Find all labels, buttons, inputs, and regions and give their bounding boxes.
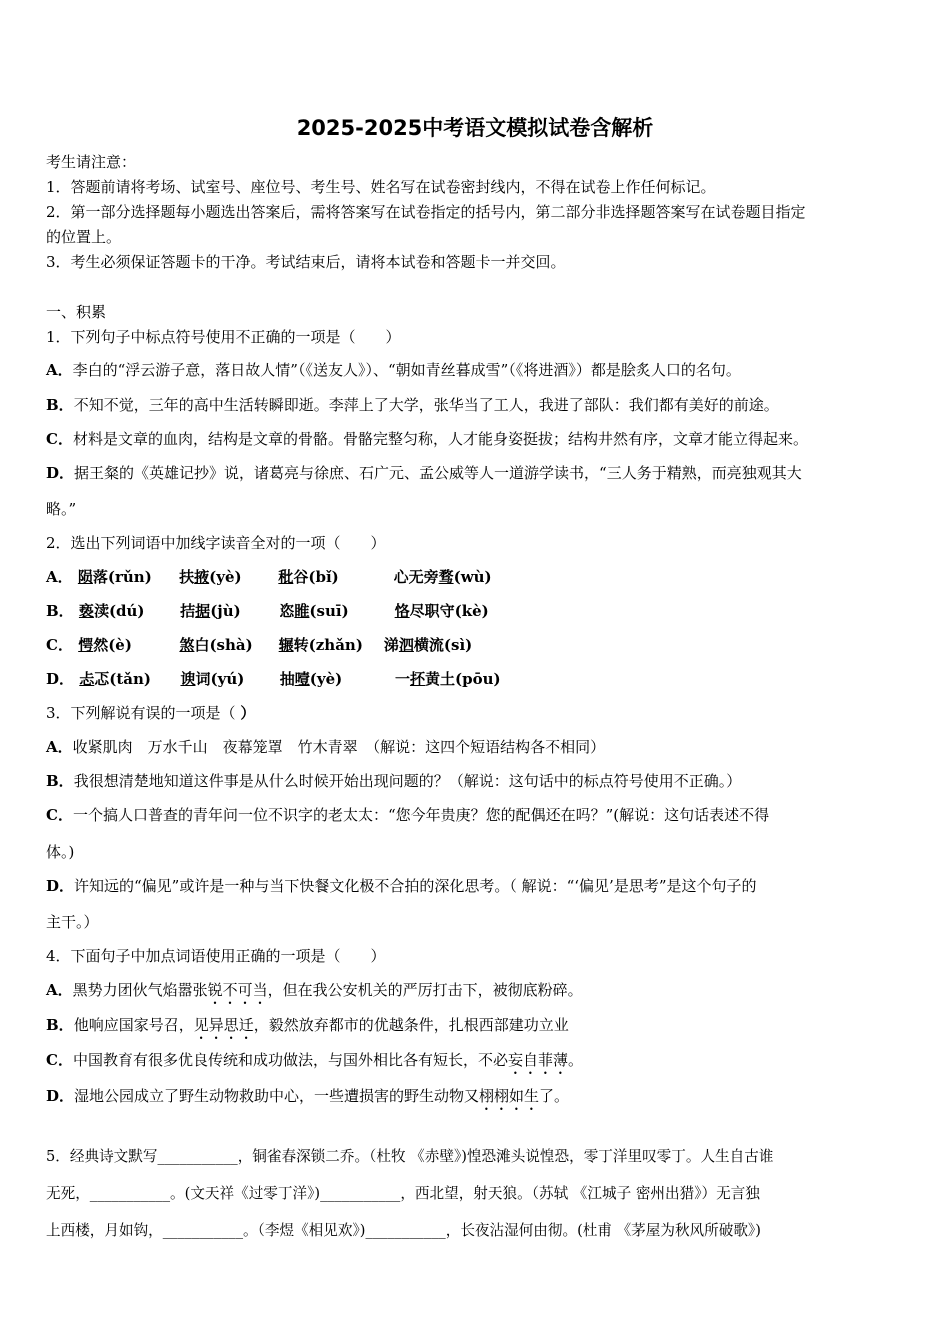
option-label: C． bbox=[46, 1051, 73, 1069]
q2-stem: 2．选出下列词语中加线字读音全对的一项（ ） bbox=[46, 534, 386, 552]
q4-option-a: A．黑势力团伙气焰嚣张锐不可当，但在我公安机关的严厉打击下，被彻底粉碎。 bbox=[46, 981, 583, 999]
option-label: B． bbox=[46, 602, 74, 620]
option-label: A． bbox=[46, 738, 73, 756]
word-item: 秕谷(bǐ) bbox=[278, 568, 339, 586]
option-text: 据王粲的《英雄记抄》说，诸葛亮与徐庶、石广元、孟公威等人一道游学读书，“三人务于精熟，而亮独观其大 bbox=[74, 464, 802, 482]
q3-option-a bbox=[46, 737, 605, 757]
option-text: 许知远的“偏见”或许是一种与当下快餐文化极不合拍的深化思考。（ 解说：“‘偏见’是思考”是这个句子的 bbox=[74, 877, 757, 895]
option-label: A． bbox=[46, 981, 73, 999]
q3-option-b bbox=[46, 771, 741, 791]
option-label: A． bbox=[46, 568, 73, 586]
option-label: D． bbox=[46, 464, 75, 482]
word-item: 陨落(rǔn) bbox=[77, 568, 152, 586]
q1-stem: 1．下列句子中标点符号使用不正确的一项是（ ） bbox=[46, 328, 401, 346]
word-item: 恪尽职守(kè) bbox=[394, 602, 489, 620]
notice-item-2: 2．第一部分选择题每小题选出答案后，需将答案写在试卷指定的括号内，第二部分非选择题答案写在试卷题目指定 bbox=[46, 203, 806, 221]
word-item: 煞白(shà) bbox=[179, 636, 253, 654]
q1-option-b bbox=[46, 395, 779, 415]
q1-option-a bbox=[46, 360, 741, 380]
dotted-idiom: 栩栩如生 bbox=[479, 1087, 540, 1105]
q4-stem: 4．下面句子中加点词语使用正确的一项是（ ） bbox=[46, 947, 386, 965]
dotted-idiom: 锐不可当 bbox=[207, 981, 268, 999]
option-text: 不知不觉，三年的高中生活转瞬即逝。李萍上了大学，张华当了工人，我进了部队：我们都有美好的前途。 bbox=[73, 396, 779, 414]
word-item: 抽噎(yè) bbox=[279, 670, 343, 688]
q4-option-b: B．他响应国家号召，见异思迁，毅然放弃都市的优越条件，扎根西部建功立业 bbox=[46, 1016, 569, 1034]
option-label: B． bbox=[46, 396, 74, 414]
q1-option-d bbox=[46, 463, 802, 483]
option-label: D． bbox=[46, 877, 75, 895]
word-item: 心无旁骛(wù) bbox=[393, 568, 492, 586]
q2-option-a bbox=[46, 567, 492, 587]
word-item: 涕泗横流(sì) bbox=[383, 636, 473, 654]
word-item: 恣睢(suī) bbox=[279, 602, 349, 620]
word-item: 谀词(yú) bbox=[180, 670, 245, 688]
option-label: B． bbox=[46, 772, 74, 790]
option-text: 材料是文章的血肉，结构是文章的骨骼。骨骼完整匀称，人才能身姿挺拔；结构井然有序，文章才能立得起来。 bbox=[72, 430, 808, 448]
q3-option-c bbox=[46, 805, 769, 825]
option-label: A． bbox=[46, 361, 73, 379]
option-text: 一个搞人口普查的青年问一位不识字的老太太：“您今年贵庚？您的配偶还在吗？”(解说：这句话表述不得 bbox=[72, 806, 770, 824]
option-label: B． bbox=[46, 1016, 74, 1034]
word-item: 愕然(è) bbox=[78, 636, 132, 654]
word-item: 辗转(zhǎn) bbox=[278, 636, 363, 654]
option-label: D． bbox=[46, 1087, 75, 1105]
word-item: 扶掖(yè) bbox=[179, 568, 242, 586]
q5-line-1: 5．经典诗文默写___________，铜雀春深锁二乔。（杜牧 《赤壁》)惶恐滩头说惶恐，零丁洋里叹零丁。人生自古谁 bbox=[46, 1148, 774, 1165]
q3-option-c-cont: 体。) bbox=[46, 843, 75, 861]
option-text: 收紧肌肉 万水千山 夜幕笼罩 竹木青翠 （解说：这四个短语结构各不相同） bbox=[72, 738, 606, 756]
q5-line-3: 上西楼，月如钩，___________。（李煜《相见欢》)___________，长夜沾湿何由彻。(杜甫 《茅屋为秋风所破歌》) bbox=[46, 1222, 761, 1239]
option-label: D． bbox=[46, 670, 75, 688]
q3-stem: 3．下列解说有误的一项是（ ） bbox=[46, 704, 256, 722]
q4-option-d: D．湿地公园成立了野生动物救助中心，一些遭损害的野生动物又栩栩如生了。 bbox=[46, 1087, 570, 1105]
q2-option-d bbox=[46, 669, 501, 689]
dotted-idiom: 妄自菲薄 bbox=[507, 1051, 568, 1069]
notice-item-1: 1．答题前请将考场、试室号、座位号、考生号、姓名写在试卷密封线内，不得在试卷上作任何标记。 bbox=[46, 178, 716, 196]
option-text: 我很想清楚地知道这件事是从什么时候开始出现问题的？（解说：这句话中的标点符号使用不正确。） bbox=[73, 772, 742, 790]
word-item: 拮据(jù) bbox=[180, 602, 241, 620]
word-item: 忐忑(tǎn) bbox=[79, 670, 152, 688]
notice-item-2-cont: 的位置上。 bbox=[46, 228, 122, 246]
option-text: 李白的“浮云游子意，落日故人情”（《送友人》）、“朝如青丝暮成雪”（《将进酒》）都是脍炙人口的名句。 bbox=[72, 361, 741, 379]
section-heading: 一、积累 bbox=[46, 303, 107, 321]
notice-item-3: 3．考生必须保证答题卡的干净。考试结束后，请将本试卷和答题卡一并交回。 bbox=[46, 253, 566, 271]
q2-option-b bbox=[46, 601, 489, 621]
page-title: 2025-2025中考语文模拟试卷含解析 bbox=[296, 116, 654, 140]
option-label: C． bbox=[46, 806, 73, 824]
q3-option-d bbox=[46, 876, 757, 896]
notice-heading: 考生请注意： bbox=[46, 153, 137, 171]
q1-option-d-cont: 略。” bbox=[46, 500, 77, 518]
word-item: 亵渎(dú) bbox=[78, 602, 145, 620]
q4-option-c: C．中国教育有很多优良传统和成功做法，与国外相比各有短长，不必妄自菲薄。 bbox=[46, 1051, 583, 1069]
q3-option-d-cont: 主干。） bbox=[46, 913, 99, 931]
option-label: C． bbox=[46, 430, 73, 448]
option-label: C． bbox=[46, 636, 73, 654]
q1-option-c bbox=[46, 429, 808, 449]
word-item: 一抔黄土(pōu) bbox=[394, 670, 501, 688]
q5-line-2: 无死，___________。(文天祥《过零丁洋》)___________，西北望，射天狼。（苏轼 《江城子 密州出猎》）无言独 bbox=[46, 1185, 760, 1202]
q2-option-c bbox=[46, 635, 472, 655]
dotted-idiom: 见异思迁 bbox=[193, 1016, 254, 1034]
